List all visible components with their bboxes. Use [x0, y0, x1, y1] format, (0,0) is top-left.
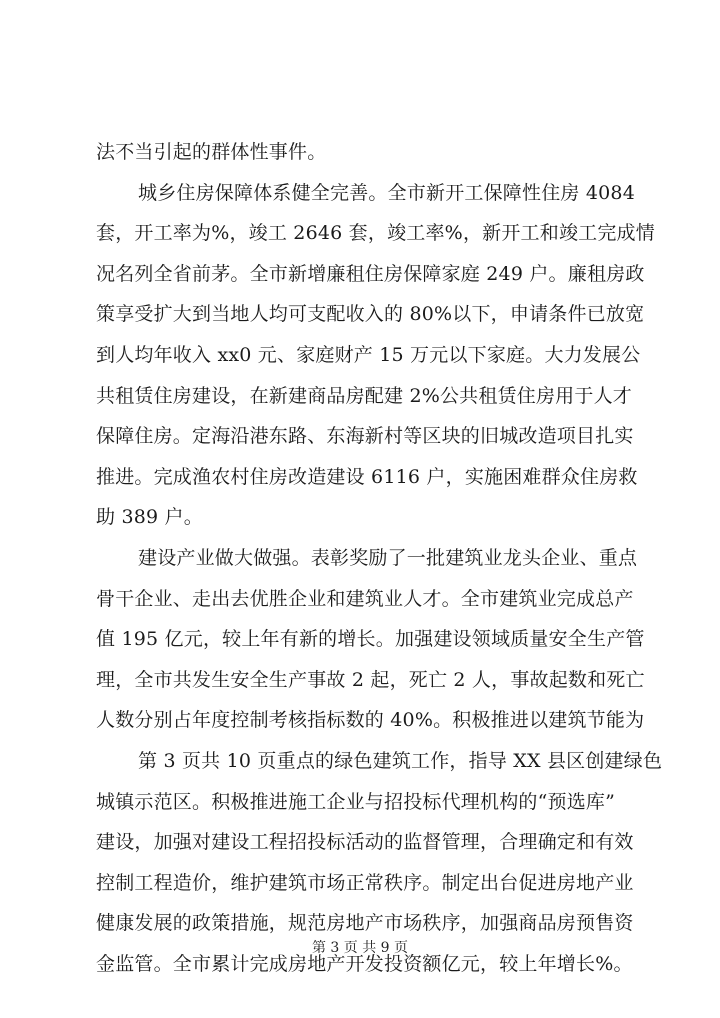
paragraph-line: 到人均年收入 xx0 元、家庭财产 15 万元以下家庭。大力发展公: [96, 343, 641, 366]
paragraph-line: 策享受扩大到当地人均可支配收入的 80%以下，申请条件已放宽: [96, 303, 645, 326]
body-text: [96, 132, 663, 984]
paragraph-line: 况名列全省前茅。全市新增廉租住房保障家庭 249 户。廉租房政: [96, 262, 645, 285]
paragraph-line: 建设产业做大做强。表彰奖励了一批建筑业龙头企业、重点: [138, 546, 638, 569]
page-number-footer: 第 3 页 共 9 页: [311, 940, 409, 956]
paragraph-line: 助 389 户。: [96, 506, 203, 529]
paragraph-line: 理，全市共发生安全生产事故 2 起，死亡 2 人，事故起数和死亡: [96, 668, 645, 691]
paragraph-line: 骨干企业、走出去优胜企业和建筑业人才。全市建筑业完成总产: [96, 587, 634, 610]
paragraph-line: 第 3 页共 10 页重点的绿色建筑工作，指导 XX 县区创建绿色: [138, 749, 663, 772]
paragraph-line: 人数分别占年度控制考核指标数的 40%。积极推进以建筑节能为: [96, 709, 645, 732]
paragraph-line: 建设，加强对建设工程招投标活动的监督管理，合理确定和有效: [96, 831, 634, 854]
paragraph-line: 套，开工率为%，竣工 2646 套，竣工率%，新开工和竣工完成情: [96, 222, 655, 245]
paragraph-line: 健康发展的政策措施，规范房地产市场秩序，加强商品房预售资: [96, 912, 634, 935]
paragraph-line: 城镇示范区。积极推进施工企业与招投标代理机构的“预选库”: [96, 790, 616, 813]
paragraph-line: 保障住房。定海沿港东路、东海新村等区块的旧城改造项目扎实: [96, 425, 634, 448]
paragraph-line: 推进。完成渔农村住房改造建设 6116 户，实施困难群众住房救: [96, 465, 638, 488]
paragraph-line: 控制工程造价，维护建筑市场正常秩序。制定出台促进房地产业: [96, 871, 634, 894]
paragraph-line: 法不当引起的群体性事件。: [96, 141, 327, 163]
paragraph-line: 金监管。全市累计完成房地产开发投资额亿元，较上年增长%。: [96, 952, 633, 975]
paragraph-line: 共租赁住房建设，在新建商品房配建 2%公共租赁住房用于人才: [96, 384, 632, 407]
paragraph-line: 城乡住房保障体系健全完善。全市新开工保障性住房 4084: [138, 181, 635, 204]
paragraph-line: 值 195 亿元，较上年有新的增长。加强建设领域质量安全生产管: [96, 628, 645, 651]
